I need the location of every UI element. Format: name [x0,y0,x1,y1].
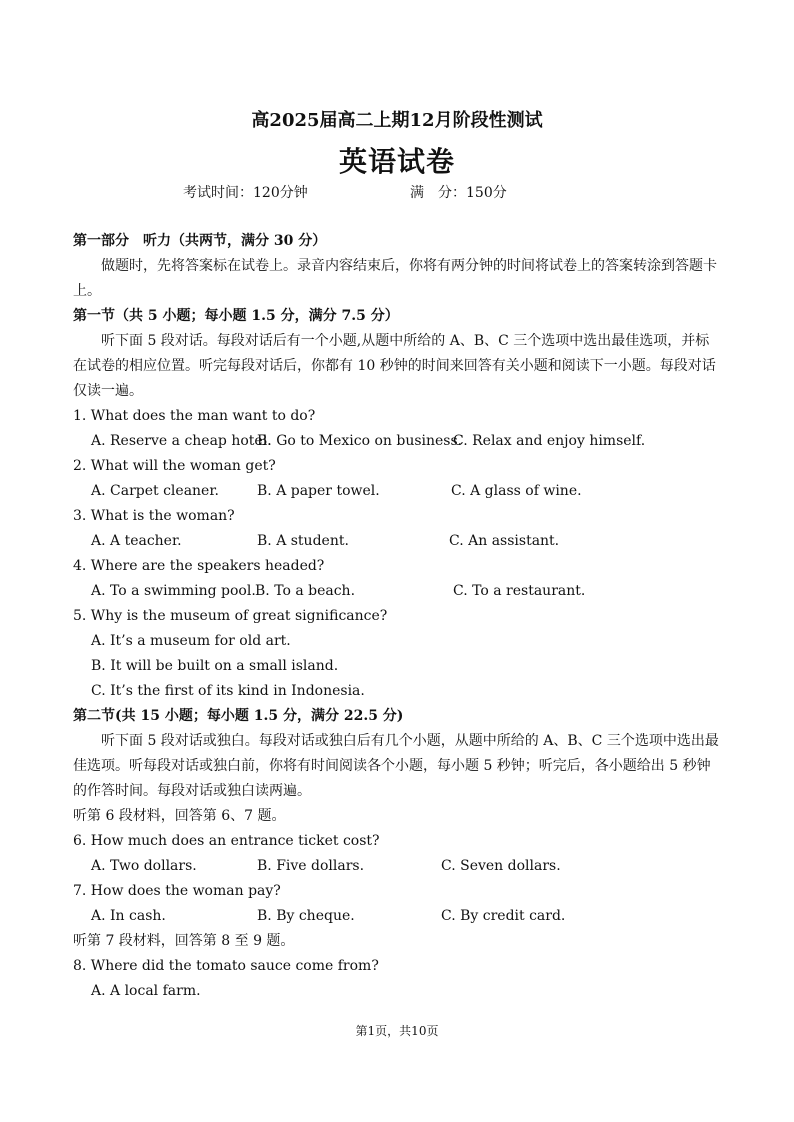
option-a: A. A teacher. [91,533,182,549]
exam-time: 考试时间：120分钟 [183,185,308,201]
material-7-note: 听第 7 段材料，回答第 8 至 9 题。 [73,933,295,949]
question-2: 2. What will the woman get? [73,458,276,474]
option-b: B. A student. [257,533,349,549]
option-b: B. Go to Mexico on business. [257,433,463,449]
question-1: 1. What does the man want to do? [73,408,316,424]
option-a: A. Reserve a cheap hotel. [91,433,272,449]
option-b: B. To a beach. [255,583,356,599]
exam-body [73,229,721,1004]
option-c: C. An assistant. [449,533,560,549]
option-a: A. To a swimming pool. [91,583,256,599]
question-7-options [73,904,721,929]
section2-heading: 第二节(共 15 小题；每小题 1.5 分，满分 22.5 分) [73,708,404,724]
option-b: B. A paper towel. [257,483,380,499]
question-4: 4. Where are the speakers headed? [73,558,325,574]
option-c: C. A glass of wine. [451,483,582,499]
question-3: 3. What is the woman? [73,508,235,524]
option-c: C. Seven dollars. [441,858,561,874]
part1-heading: 第一部分 听力（共两节，满分 30 分） [73,233,327,249]
option-a: A. In cash. [91,908,166,924]
section2-instruction: 听下面 5 段对话或独白。每段对话或独白后有几个小题，从题中所给的 A、B、C 三个选项中选出最佳选项。听每段对话或独白前，你将有时间阅读各个小题，每小题 5 秒钟；听完后，各小题给出 5 秒钟的作答时间。每段对话或独白读两遍。 [73,733,719,799]
page-footer: 第1页，共10页 [355,1024,439,1038]
part1-instruction: 做题时，先将答案标在试卷上。录音内容结束后，你将有两分钟的时间将试卷上的答案转涂到答题卡上。 [73,258,717,299]
exam-title: 高2025届高二上期12月阶段性测试 [251,110,543,131]
option-a: A. Two dollars. [91,858,197,874]
option-b: B. By cheque. [257,908,355,924]
question-5-option-a: A. It’s a museum for old art. [91,633,291,649]
full-score: 满 分：150分 [410,185,507,201]
option-b: B. Five dollars. [257,858,365,874]
question-2-options [73,479,721,504]
option-c: C. Relax and enjoy himself. [453,433,646,449]
subject-title: 英语试卷 [338,145,455,178]
question-4-options [73,579,721,604]
material-6-note: 听第 6 段材料，回答第 6、7 题。 [73,808,286,824]
option-c: C. To a restaurant. [453,583,586,599]
question-8: 8. Where did the tomato sauce come from? [73,958,379,974]
question-6: 6. How much does an entrance ticket cost? [73,833,380,849]
question-5: 5. Why is the museum of great significance? [73,608,388,624]
question-5-option-b: B. It will be built on a small island. [91,658,339,674]
question-5-option-c: C. It’s the first of its kind in Indonesia. [91,683,365,699]
option-c: C. By credit card. [441,908,566,924]
question-7: 7. How does the woman pay? [73,883,281,899]
question-1-options [73,429,721,454]
section1-instruction: 听下面 5 段对话。每段对话后有一个小题,从题中所给的 A、B、C 三个选项中选出最佳选项，并标在试卷的相应位置。听完每段对话后，你都有 10 秒钟的时间来回答有关小题和阅读下一小题。每段对话仅读一遍。 [73,333,716,399]
section1-heading: 第一节（共 5 小题；每小题 1.5 分，满分 7.5 分） [73,308,399,324]
question-6-options [73,854,721,879]
question-3-options [73,529,721,554]
option-a: A. Carpet cleaner. [91,483,219,499]
question-8-option-a: A. A local farm. [91,983,201,999]
